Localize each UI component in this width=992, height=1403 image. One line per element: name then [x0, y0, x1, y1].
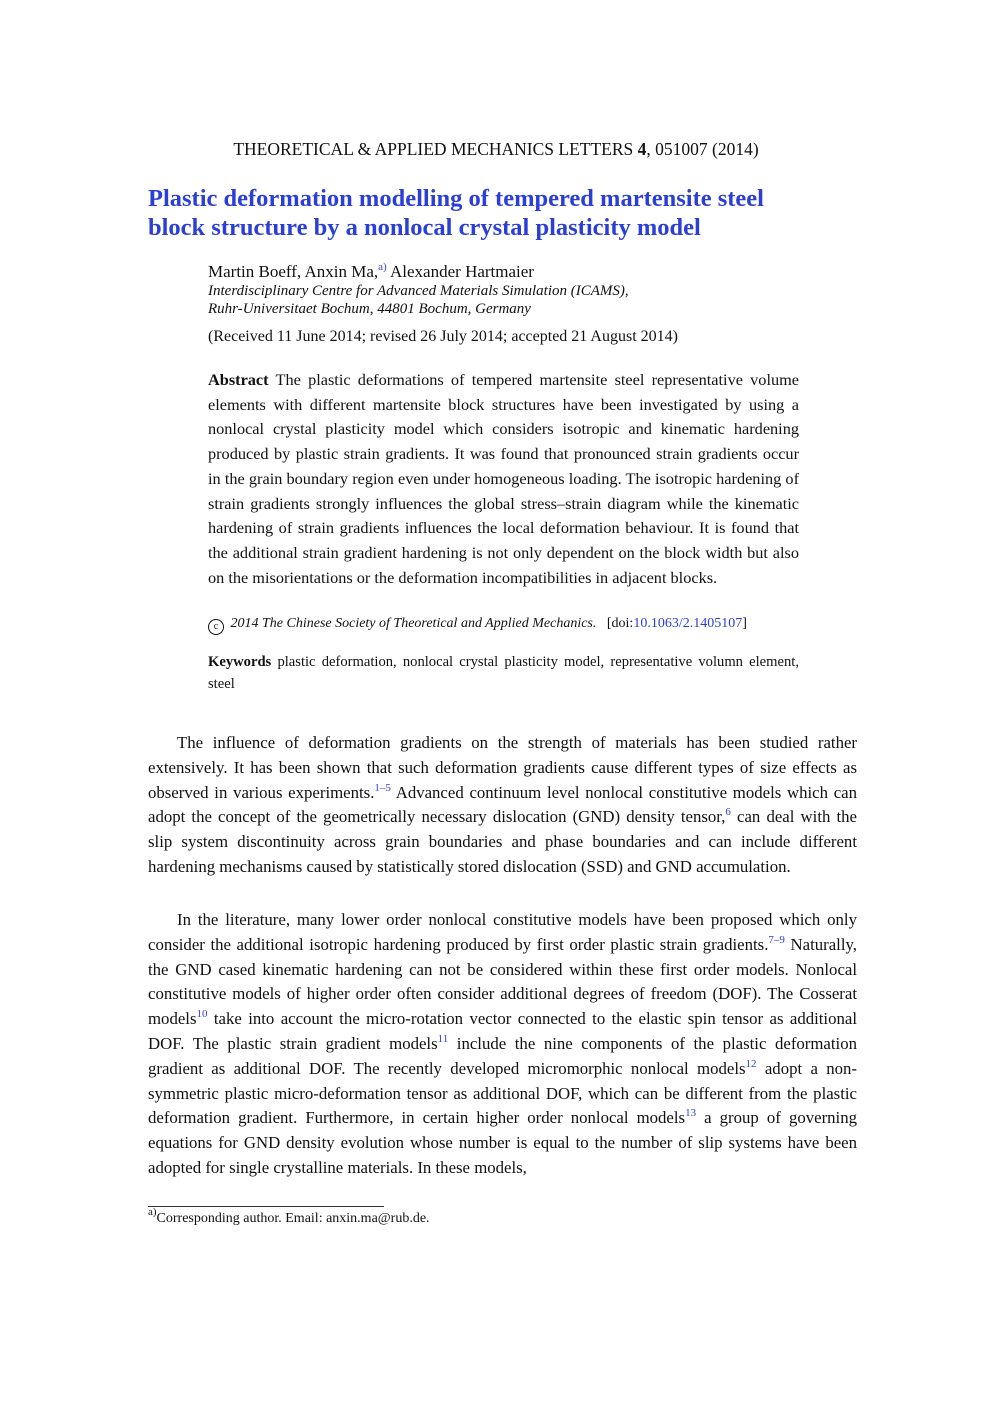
paragraph-text: include the nine components of the plastic deformation gradient as additional DOF. The recently developed micromorphic nonlocal models [148, 1033, 857, 1078]
doi-prefix: [doi: [606, 616, 634, 631]
journal-volume: 4 [637, 139, 647, 159]
body-paragraph-2 [148, 908, 857, 1181]
abstract-text: The plastic deformations of tempered martensite steel representative volume elements with different martensite block structures have been investigated by using a nonlocal crystal plasticity model which considers isotropic and kinematic hardening produced by plastic strain gradients. It was found that pronounced strain gradients occur in the grain boundary region even under homogeneous loading. The isotropic hardening of strain gradients strongly influences the global stress–strain diagram while the kinematic hardening of strain gradients influences the local deformation behaviour. It is found that the additional strain gradient hardening is not only dependent on the block width but also on the misorientations or the deformation incompatibilities in adjacent blocks. [208, 370, 799, 587]
doi-suffix: ] [742, 616, 747, 631]
footnote-text: Corresponding author. Email: anxin.ma@rub.de. [156, 1211, 430, 1226]
citation-link[interactable]: 12 [745, 1057, 757, 1070]
keywords [208, 651, 799, 695]
paper-title [148, 184, 848, 242]
citation-link[interactable]: 7–9 [768, 933, 785, 946]
paragraph-text: take into account the micro-rotation vector connected to the elastic spin tensor as additional DOF. The plastic strain gradient models [148, 1009, 857, 1053]
paragraph-text: The influence of deformation gradients on the strength of materials has been studied rather extensively. It has been shown that such deformation gradients cause different types of size effects as observed in various experiments. [148, 733, 857, 802]
affiliation [208, 282, 629, 318]
title-line-2: block structure by a nonlocal crystal plasticity model [148, 214, 701, 241]
paragraph-text: can deal with the slip system discontinuity across grain boundaries and phase boundaries and can include different hardening mechanisms caused by statistically stored dislocation (SSD) and GND accumulation. [148, 807, 857, 876]
author-note-link[interactable]: a) [378, 261, 387, 273]
author-list [208, 262, 534, 282]
paragraph-text: adopt a non-symmetric plastic micro-deformation tensor as additional DOF, which can be different from the plastic deformation gradient. Furthermore, in certain higher order nonlocal models [148, 1058, 857, 1128]
author-names: Martin Boeff, Anxin Ma, [208, 262, 379, 281]
abstract-label: Abstract [208, 370, 269, 389]
body-paragraph-1 [148, 731, 857, 880]
paragraph-text: Naturally, the GND cased kinematic hardening can not be considered within these first order models. Nonlocal constitutive models of higher order often consider additional degrees of freedom (DOF). The Cosserat models [148, 934, 857, 1029]
citation-link[interactable]: 13 [685, 1107, 697, 1120]
journal-header [0, 139, 992, 160]
citation-link[interactable]: 6 [725, 806, 731, 819]
copyright-icon: c [208, 619, 224, 635]
keywords-label: Keywords [208, 654, 272, 670]
title-line-1: Plastic deformation modelling of tempered martensite steel [148, 185, 764, 212]
affiliation-line-2: Ruhr-Universitaet Bochum, 44801 Bochum, Germany [208, 301, 531, 317]
received-dates: (Received 11 June 2014; revised 26 July 2014; accepted 21 August 2014) [208, 328, 678, 345]
doi-link[interactable]: 10.1063/2.1405107 [633, 616, 743, 631]
keywords-text: plastic deformation, nonlocal crystal plasticity model, representative volumn element, steel [208, 654, 799, 692]
affiliation-line-1: Interdisciplinary Centre for Advanced Materials Simulation (ICAMS), [208, 283, 629, 299]
paragraph-text: In the literature, many lower order nonlocal constitutive models have been proposed which only consider the additional isotropic hardening produced by first order plastic strain gradients. [148, 910, 857, 954]
citation-link[interactable]: 1–5 [374, 781, 391, 794]
footnote-divider [148, 1206, 384, 1207]
author-names-last: Alexander Hartmaier [386, 262, 534, 281]
copyright-text: 2014 The Chinese Society of Theoretical and Applied Mechanics. [230, 616, 597, 631]
journal-name: THEORETICAL & APPLIED MECHANICS LETTERS [233, 139, 634, 159]
paragraph-text: a group of governing equations for GND density evolution whose number is equal to the number of slip systems have been adopted for single crystalline materials. In these models, [148, 1108, 857, 1177]
copyright-line [208, 616, 747, 635]
footnote [148, 1206, 430, 1227]
article-info: , 051007 (2014) [646, 139, 759, 159]
citation-link[interactable]: 11 [437, 1032, 449, 1045]
abstract [208, 368, 799, 590]
footnote-mark: a) [148, 1206, 157, 1218]
citation-link[interactable]: 10 [196, 1008, 208, 1021]
paragraph-text: Advanced continuum level nonlocal constitutive models which can adopt the concept of the geometrically necessary dislocation (GND) density tensor, [148, 782, 858, 827]
